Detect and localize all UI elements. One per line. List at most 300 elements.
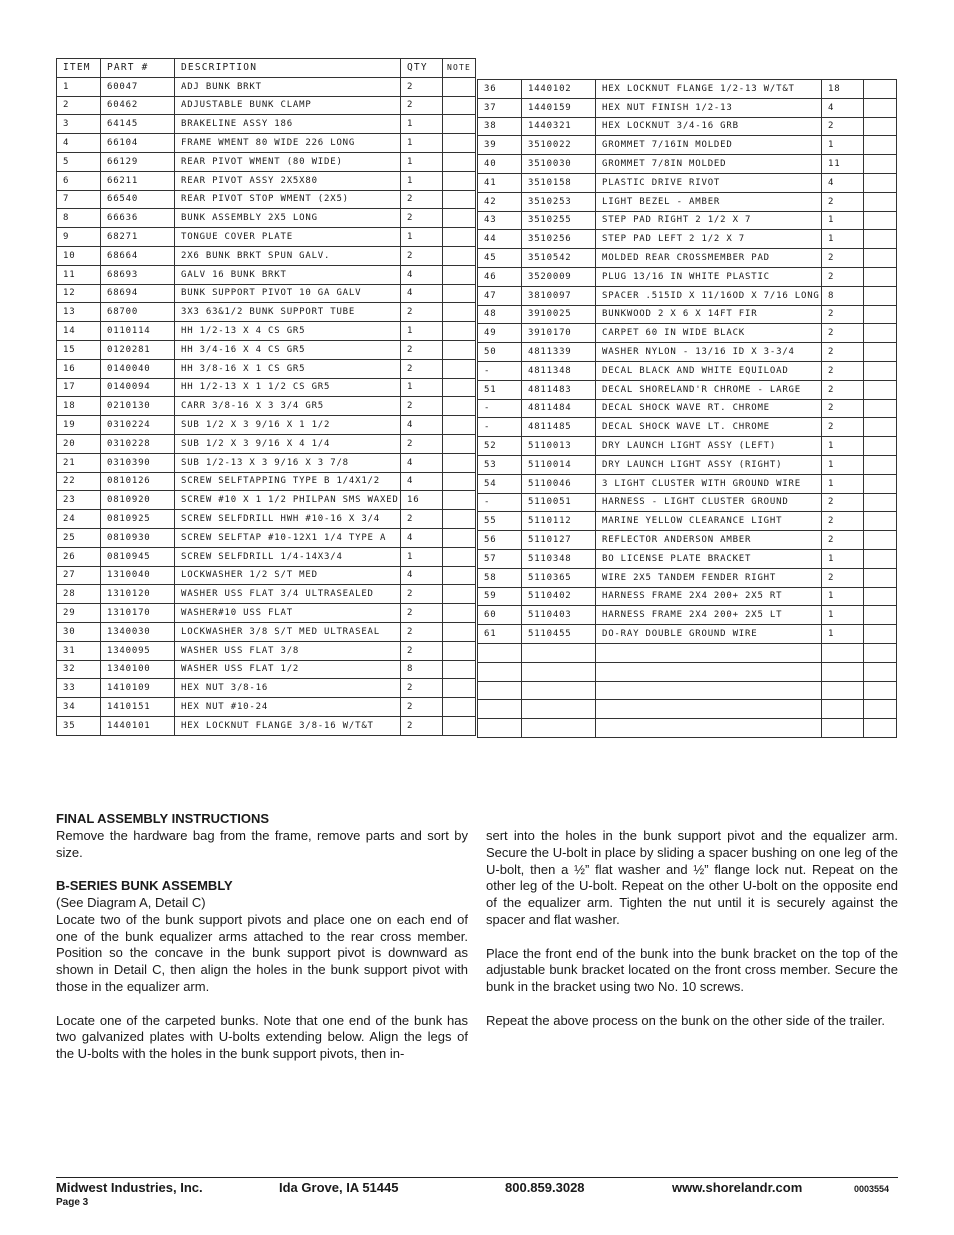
item-cell [478, 700, 522, 719]
table-row [478, 474, 897, 493]
part-number-cell: 5110112 [522, 512, 596, 531]
description-cell: HEX LOCKNUT FLANGE 3/8-16 W/T&T [175, 716, 401, 735]
note-cell [443, 77, 476, 96]
description-cell [596, 662, 822, 681]
description-cell: HH 3/8-16 X 1 CS GR5 [175, 359, 401, 378]
bunk-assembly-paragraph-2: Locate one of the carpeted bunks. Note that one end of the bunk has two galvanized plates with U-bolts extending below. Align the legs of the U-bolts with the holes in the bunk support pivots, then in- [56, 1012, 468, 1062]
item-cell: 48 [478, 305, 522, 324]
table-row [478, 98, 897, 117]
note-cell [864, 606, 897, 625]
qty-cell: 2 [822, 380, 864, 399]
note-cell [864, 549, 897, 568]
qty-cell: 2 [401, 397, 443, 416]
item-cell: 51 [478, 380, 522, 399]
description-cell: WASHER NYLON - 13/16 ID X 3-3/4 [596, 343, 822, 362]
item-cell: 45 [478, 249, 522, 268]
part-number-cell: 1410109 [101, 679, 175, 698]
item-cell: 30 [57, 622, 101, 641]
table-row [478, 455, 897, 474]
description-cell: REAR PIVOT STOP WMENT (2X5) [175, 190, 401, 209]
description-cell: FRAME WMENT 80 WIDE 226 LONG [175, 134, 401, 153]
part-number-cell: 3510022 [522, 136, 596, 155]
table-row [478, 681, 897, 700]
note-cell [443, 397, 476, 416]
qty-cell: 18 [822, 80, 864, 99]
note-cell [443, 641, 476, 660]
table-row [57, 716, 476, 735]
description-cell: WASHER#10 USS FLAT [175, 604, 401, 623]
qty-cell [822, 719, 864, 738]
note-cell [443, 566, 476, 585]
note-cell [864, 700, 897, 719]
note-cell [864, 361, 897, 380]
footer-phone: 800.859.3028 [505, 1180, 585, 1195]
part-number-cell: 68271 [101, 228, 175, 247]
description-cell: DRY LAUNCH LIGHT ASSY (LEFT) [596, 437, 822, 456]
description-cell: GALV 16 BUNK BRKT [175, 265, 401, 284]
description-cell: SCREW #10 X 1 1/2 PHILPAN SMS WAXED [175, 491, 401, 510]
note-cell [864, 136, 897, 155]
part-number-cell: 5110365 [522, 568, 596, 587]
qty-cell: 1 [401, 115, 443, 134]
part-number-cell: 68664 [101, 246, 175, 265]
table-row [57, 397, 476, 416]
table-row [57, 246, 476, 265]
item-cell: 27 [57, 566, 101, 585]
item-cell: 5 [57, 152, 101, 171]
part-number-cell: 0110114 [101, 322, 175, 341]
qty-cell: 1 [822, 587, 864, 606]
parts-table-left [56, 58, 476, 736]
item-cell: 39 [478, 136, 522, 155]
qty-cell [822, 700, 864, 719]
bunk-assembly-heading: B-SERIES BUNK ASSEMBLY [56, 878, 233, 894]
part-number-cell: 60047 [101, 77, 175, 96]
qty-cell: 2 [401, 716, 443, 735]
table-row [478, 324, 897, 343]
qty-cell: 4 [401, 528, 443, 547]
qty-cell: 2 [822, 531, 864, 550]
table-row [478, 418, 897, 437]
description-cell: DECAL SHORELAND'R CHROME - LARGE [596, 380, 822, 399]
table-row [57, 378, 476, 397]
table-row [478, 286, 897, 305]
qty-cell [822, 662, 864, 681]
note-cell [864, 286, 897, 305]
header-description: DESCRIPTION [175, 59, 401, 78]
part-number-cell: 68700 [101, 303, 175, 322]
qty-cell: 2 [401, 303, 443, 322]
item-cell [478, 643, 522, 662]
part-number-cell: 0140094 [101, 378, 175, 397]
qty-cell: 2 [401, 359, 443, 378]
part-number-cell: 1440101 [101, 716, 175, 735]
qty-cell: 1 [822, 549, 864, 568]
item-cell: 58 [478, 568, 522, 587]
qty-cell: 4 [401, 472, 443, 491]
qty-cell: 2 [401, 698, 443, 717]
qty-cell: 2 [822, 117, 864, 136]
note-cell [864, 80, 897, 99]
qty-cell: 1 [401, 171, 443, 190]
description-cell: SUB 1/2 X 3 9/16 X 1 1/2 [175, 416, 401, 435]
part-number-cell: 1340100 [101, 660, 175, 679]
table-row [478, 606, 897, 625]
note-cell [864, 211, 897, 230]
item-cell: 49 [478, 324, 522, 343]
item-cell: 60 [478, 606, 522, 625]
part-number-cell: 3520009 [522, 267, 596, 286]
qty-cell: 16 [401, 491, 443, 510]
table-row [478, 568, 897, 587]
part-number-cell: 3810097 [522, 286, 596, 305]
item-cell: 12 [57, 284, 101, 303]
part-number-cell: 64145 [101, 115, 175, 134]
note-cell [443, 585, 476, 604]
qty-cell: 2 [822, 192, 864, 211]
table-row [57, 359, 476, 378]
qty-cell: 2 [401, 604, 443, 623]
table-row [57, 171, 476, 190]
table-row [57, 115, 476, 134]
description-cell: BO LICENSE PLATE BRACKET [596, 549, 822, 568]
table-row [57, 134, 476, 153]
note-cell [864, 324, 897, 343]
table-row [57, 641, 476, 660]
table-header-row [57, 59, 476, 78]
item-cell [478, 662, 522, 681]
bunk-assembly-paragraph-5: Repeat the above process on the bunk on the other side of the trailer. [486, 1012, 885, 1028]
part-number-cell: 66636 [101, 209, 175, 228]
description-cell: DECAL SHOCK WAVE LT. CHROME [596, 418, 822, 437]
part-number-cell: 0140040 [101, 359, 175, 378]
part-number-cell: 4811484 [522, 399, 596, 418]
part-number-cell [522, 681, 596, 700]
note-cell [443, 246, 476, 265]
part-number-cell: 0120281 [101, 340, 175, 359]
qty-cell: 2 [822, 305, 864, 324]
item-cell: 23 [57, 491, 101, 510]
part-number-cell: 5110127 [522, 531, 596, 550]
part-number-cell: 66129 [101, 152, 175, 171]
qty-cell: 2 [822, 418, 864, 437]
final-assembly-heading: FINAL ASSEMBLY INSTRUCTIONS [56, 811, 270, 826]
part-number-cell: 4811339 [522, 343, 596, 362]
note-cell [443, 716, 476, 735]
table-row [57, 303, 476, 322]
description-cell: ADJUSTABLE BUNK CLAMP [175, 96, 401, 115]
qty-cell: 2 [401, 510, 443, 529]
part-number-cell [522, 662, 596, 681]
item-cell: 8 [57, 209, 101, 228]
qty-cell: 4 [822, 173, 864, 192]
item-cell: 44 [478, 230, 522, 249]
table-row [57, 284, 476, 303]
description-cell: PLUG 13/16 IN WHITE PLASTIC [596, 267, 822, 286]
note-cell [443, 698, 476, 717]
qty-cell: 4 [401, 566, 443, 585]
qty-cell: 4 [401, 265, 443, 284]
note-cell [864, 474, 897, 493]
part-number-cell: 3510158 [522, 173, 596, 192]
description-cell: HEX NUT FINISH 1/2-13 [596, 98, 822, 117]
qty-cell: 2 [401, 190, 443, 209]
note-cell [864, 455, 897, 474]
description-cell: WIRE 2X5 TANDEM FENDER RIGHT [596, 568, 822, 587]
description-cell: DRY LAUNCH LIGHT ASSY (RIGHT) [596, 455, 822, 474]
header-item: ITEM [57, 59, 101, 78]
note-cell [864, 305, 897, 324]
table-row [478, 249, 897, 268]
description-cell [596, 700, 822, 719]
part-number-cell: 66540 [101, 190, 175, 209]
note-cell [864, 98, 897, 117]
note-cell [864, 192, 897, 211]
item-cell: 11 [57, 265, 101, 284]
item-cell: 43 [478, 211, 522, 230]
note-cell [864, 437, 897, 456]
item-cell: 35 [57, 716, 101, 735]
item-cell: 7 [57, 190, 101, 209]
note-cell [864, 643, 897, 662]
note-cell [443, 378, 476, 397]
qty-cell: 2 [401, 622, 443, 641]
qty-cell: 2 [822, 493, 864, 512]
item-cell: 59 [478, 587, 522, 606]
item-cell: 26 [57, 547, 101, 566]
part-number-cell [522, 700, 596, 719]
instructions-left-column [56, 811, 468, 1063]
note-cell [443, 472, 476, 491]
qty-cell: 2 [822, 249, 864, 268]
description-cell [596, 643, 822, 662]
description-cell: MOLDED REAR CROSSMEMBER PAD [596, 249, 822, 268]
part-number-cell: 68693 [101, 265, 175, 284]
qty-cell: 4 [401, 453, 443, 472]
part-number-cell: 3510030 [522, 155, 596, 174]
note-cell [443, 171, 476, 190]
description-cell: LIGHT BEZEL - AMBER [596, 192, 822, 211]
qty-cell: 1 [822, 455, 864, 474]
part-number-cell: 66211 [101, 171, 175, 190]
table-row [57, 472, 476, 491]
table-row [57, 96, 476, 115]
footer-doc-number: 0003554 [854, 1184, 890, 1194]
item-cell: 19 [57, 416, 101, 435]
part-number-cell: 5110046 [522, 474, 596, 493]
description-cell: HH 3/4-16 X 4 CS GR5 [175, 340, 401, 359]
description-cell: SCREW SELFTAP #10-12X1 1/4 TYPE A [175, 528, 401, 547]
qty-cell [822, 643, 864, 662]
note-cell [864, 173, 897, 192]
description-cell: STEP PAD RIGHT 2 1/2 X 7 [596, 211, 822, 230]
description-cell: BUNKWOOD 2 X 6 X 14FT FIR [596, 305, 822, 324]
table-row [478, 380, 897, 399]
table-row [478, 305, 897, 324]
item-cell: 3 [57, 115, 101, 134]
table-row [478, 587, 897, 606]
note-cell [443, 604, 476, 623]
qty-cell: 1 [401, 378, 443, 397]
qty-cell: 4 [401, 284, 443, 303]
qty-cell: 1 [401, 322, 443, 341]
qty-cell: 2 [822, 568, 864, 587]
qty-cell: 2 [401, 246, 443, 265]
part-number-cell: 4811483 [522, 380, 596, 399]
item-cell: 53 [478, 455, 522, 474]
part-number-cell: 0810945 [101, 547, 175, 566]
table-row [478, 267, 897, 286]
part-number-cell: 5110013 [522, 437, 596, 456]
part-number-cell: 0810925 [101, 510, 175, 529]
description-cell: HARNESS FRAME 2X4 200+ 2X5 LT [596, 606, 822, 625]
table-row [57, 340, 476, 359]
description-cell [596, 719, 822, 738]
part-number-cell: 5110348 [522, 549, 596, 568]
table-row [57, 228, 476, 247]
part-number-cell: 5110403 [522, 606, 596, 625]
description-cell: HH 1/2-13 X 4 CS GR5 [175, 322, 401, 341]
item-cell: 22 [57, 472, 101, 491]
item-cell: 4 [57, 134, 101, 153]
footer-company: Midwest Industries, Inc. [56, 1180, 203, 1195]
part-number-cell: 1310170 [101, 604, 175, 623]
footer-city: Ida Grove, IA 51445 [279, 1180, 399, 1195]
note-cell [443, 547, 476, 566]
part-number-cell: 1340030 [101, 622, 175, 641]
note-cell [443, 453, 476, 472]
part-number-cell: 5110455 [522, 625, 596, 644]
table-row [478, 700, 897, 719]
part-number-cell: 0310228 [101, 434, 175, 453]
note-cell [443, 434, 476, 453]
description-cell: WASHER USS FLAT 3/8 [175, 641, 401, 660]
table-row [57, 152, 476, 171]
footer-website: www.shorelandr.com [672, 1180, 803, 1195]
qty-cell: 2 [401, 585, 443, 604]
qty-cell: 2 [401, 209, 443, 228]
part-number-cell: 3510253 [522, 192, 596, 211]
description-cell: HEX LOCKNUT 3/4-16 GRB [596, 117, 822, 136]
description-cell: DO-RAY DOUBLE GROUND WIRE [596, 625, 822, 644]
item-cell: 33 [57, 679, 101, 698]
item-cell: 31 [57, 641, 101, 660]
header-qty: QTY [401, 59, 443, 78]
table-row [478, 399, 897, 418]
qty-cell: 8 [401, 660, 443, 679]
item-cell: 50 [478, 343, 522, 362]
part-number-cell: 5110014 [522, 455, 596, 474]
table-row [57, 510, 476, 529]
table-row [57, 679, 476, 698]
note-cell [864, 662, 897, 681]
part-number-cell [522, 643, 596, 662]
table-row [57, 265, 476, 284]
table-row [57, 434, 476, 453]
note-cell [864, 681, 897, 700]
table-row [478, 343, 897, 362]
table-row [57, 585, 476, 604]
qty-cell: 1 [822, 230, 864, 249]
table-row [478, 155, 897, 174]
description-cell [596, 681, 822, 700]
note-cell [864, 380, 897, 399]
table-row [478, 136, 897, 155]
description-cell: HEX LOCKNUT FLANGE 1/2-13 W/T&T [596, 80, 822, 99]
table-row [478, 437, 897, 456]
item-cell: 47 [478, 286, 522, 305]
qty-cell: 2 [401, 434, 443, 453]
note-cell [443, 359, 476, 378]
part-number-cell: 1310040 [101, 566, 175, 585]
table-row [478, 643, 897, 662]
part-number-cell: 3510542 [522, 249, 596, 268]
description-cell: SCREW SELFDRILL HWH #10-16 X 3/4 [175, 510, 401, 529]
qty-cell: 11 [822, 155, 864, 174]
qty-cell: 4 [822, 98, 864, 117]
description-cell: 2X6 BUNK BRKT SPUN GALV. [175, 246, 401, 265]
description-cell: LOCKWASHER 1/2 S/T MED [175, 566, 401, 585]
item-cell [478, 681, 522, 700]
footer-page-number: Page 3 [56, 1197, 89, 1208]
qty-cell: 2 [401, 641, 443, 660]
item-cell: 56 [478, 531, 522, 550]
part-number-cell: 3510256 [522, 230, 596, 249]
item-cell: 46 [478, 267, 522, 286]
description-cell: HARNESS FRAME 2X4 200+ 2X5 RT [596, 587, 822, 606]
part-number-cell: 3510255 [522, 211, 596, 230]
qty-cell: 2 [822, 512, 864, 531]
part-number-cell: 5110402 [522, 587, 596, 606]
item-cell: 1 [57, 77, 101, 96]
item-cell: 54 [478, 474, 522, 493]
note-cell [443, 510, 476, 529]
table-row [57, 491, 476, 510]
qty-cell: 2 [822, 267, 864, 286]
description-cell: WASHER USS FLAT 3/4 ULTRASEALED [175, 585, 401, 604]
item-cell: 55 [478, 512, 522, 531]
note-cell [443, 115, 476, 134]
table-row [478, 173, 897, 192]
description-cell: LOCKWASHER 3/8 S/T MED ULTRASEAL [175, 622, 401, 641]
description-cell: STEP PAD LEFT 2 1/2 X 7 [596, 230, 822, 249]
bunk-assembly-paragraph-3: sert into the holes in the bunk support pivot and the equalizer arm. Secure the U-bolt in place by sliding a spacer bushing on one leg of the U-bolt, then a ½” flat washer and ½” flange lock nut. Repeat on the other leg of the U-bolt. Repeat on the other U-bolt on the opposite end of the equalizer arm. Tighten the nut until it is securely against the spacer and flat washer. [486, 828, 898, 927]
part-number-cell: 0810930 [101, 528, 175, 547]
table-row [57, 622, 476, 641]
description-cell: MARINE YELLOW CLEARANCE LIGHT [596, 512, 822, 531]
table-row [57, 190, 476, 209]
description-cell: SCREW SELFTAPPING TYPE B 1/4X1/2 [175, 472, 401, 491]
qty-cell: 2 [822, 343, 864, 362]
part-number-cell [522, 719, 596, 738]
item-cell: 41 [478, 173, 522, 192]
qty-cell: 1 [822, 474, 864, 493]
description-cell: CARR 3/8-16 X 3 3/4 GR5 [175, 397, 401, 416]
item-cell: 10 [57, 246, 101, 265]
note-cell [443, 416, 476, 435]
item-cell: 29 [57, 604, 101, 623]
part-number-cell: 68694 [101, 284, 175, 303]
qty-cell: 4 [401, 416, 443, 435]
note-cell [443, 491, 476, 510]
part-number-cell: 0810126 [101, 472, 175, 491]
table-row [478, 531, 897, 550]
part-number-cell: 0210130 [101, 397, 175, 416]
footer-divider [56, 1177, 898, 1178]
item-cell [478, 719, 522, 738]
description-cell: 3 LIGHT CLUSTER WITH GROUND WIRE [596, 474, 822, 493]
bunk-assembly-paragraph-4: Place the front end of the bunk into the bunk bracket on the top of the adjustable bunk bracket located on the front cross member. Secure the bunk in the bracket using two No. 10 screws. [486, 945, 898, 995]
